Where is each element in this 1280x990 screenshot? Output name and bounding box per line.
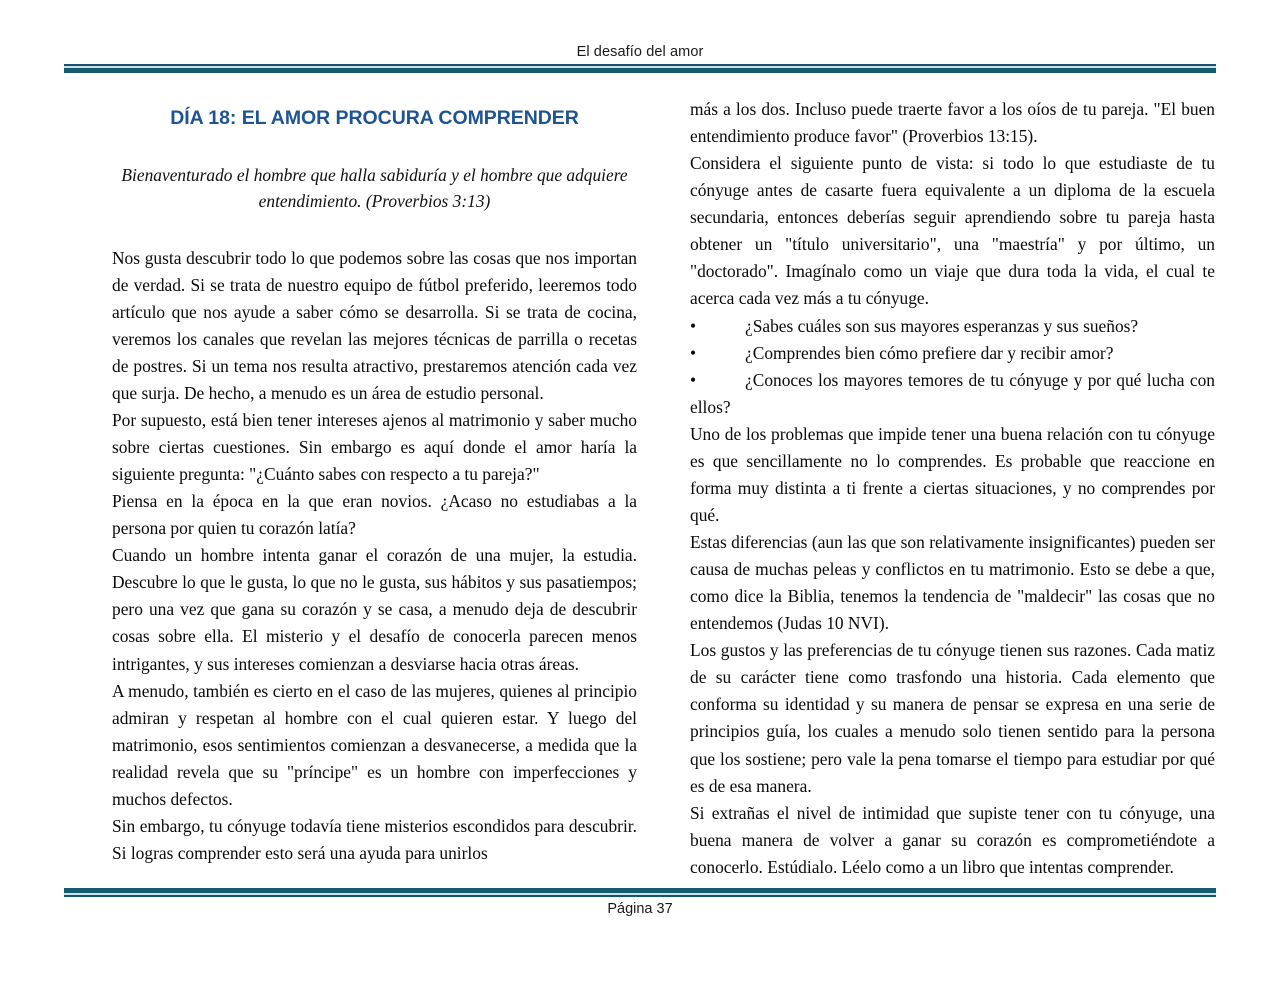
header-rule — [64, 64, 1216, 74]
paragraph: Si extrañas el nivel de intimidad que supiste tener con tu cónyuge, una buena manera de volver a ganar su corazón es comprometiéndote a conocerlo. Estúdialo. Léelo como a un libro que intentas comprender. — [690, 802, 1215, 877]
paragraph: Estas diferencias (aun las que son relativamente insignificantes) pueden ser causa de muchas peleas y conflictos en tu matrimonio. Esto se debe a que, como dice la Biblia, tenemos la tendencia de "maldecir" las cosas que no entendemos (Judas 10 NVI). — [690, 532, 1215, 634]
left-column — [112, 96, 637, 876]
paragraph: Piensa en la época en la que eran novios. ¿Acaso no estudiabas a la persona por quien tu corazón latía? — [112, 491, 637, 539]
page-columns — [0, 96, 1280, 876]
list-item-label: ¿Conoces los mayores temores de tu cónyuge y por qué lucha con ellos? — [690, 369, 1215, 417]
paragraph-continuation: más a los dos. Incluso puede traerte favor a los oíos de tu pareja. "El buen entendimiento produce favor" (Proverbios 13:15). — [690, 99, 1215, 147]
paragraph: Nos gusta descubrir todo lo que podemos sobre las cosas que nos importan de verdad. Si se trata de nuestro equipo de fútbol preferido, leeremos todo artículo que nos ayude a saber cómo se desarrolla. Si se trata de cocina, veremos los canales que revelan las mejores técnicas de parrilla o recetas de postres. Si un tema nos resulta atractivo, prestaremos atención cada vez que surja. De hecho, a menudo es un área de estudio personal. — [112, 247, 637, 403]
page-title: DÍA 18: EL AMOR PROCURA COMPRENDER — [170, 107, 579, 129]
paragraph: Uno de los problemas que impide tener una buena relación con tu cónyuge es que sencillamente no lo comprendes. Es probable que reaccione en forma muy distinta a ti frente a ciertas situaciones, y no comprendes por qué. — [690, 423, 1215, 525]
list-item — [690, 340, 1215, 367]
list-item — [690, 313, 1215, 340]
list-item-label: ¿Comprendes bien cómo prefiere dar y recibir amor? — [745, 342, 1114, 363]
paragraph: Por supuesto, está bien tener intereses ajenos al matrimonio y saber mucho sobre ciertas cuestiones. Sin embargo es aquí donde el amor haría la siguiente pregunta: "¿Cuánto sabes con respecto a tu pareja?" — [112, 409, 637, 485]
header-rule-thick-bar — [64, 68, 1216, 73]
page-number: Página 37 — [607, 901, 673, 917]
paragraph: Los gustos y las preferencias de tu cónyuge tienen sus razones. Cada matiz de su carácter tiene como trasfondo una historia. Cada elemento que conforma su identidad y su manera de pensar se expresa en una serie de principios guía, los cuales a menudo solo tienen sentido para la persona que los sostiene; pero vale la pena tomarse el tiempo para estudiar por qué es de esa manera. — [690, 640, 1215, 796]
bullet-icon: • — [690, 315, 697, 336]
bullet-icon: • — [690, 369, 697, 390]
list-item — [690, 367, 1215, 421]
bullet-icon: • — [690, 342, 697, 363]
question-bullet-list — [690, 313, 1215, 421]
running-header: El desafío del amor — [576, 44, 704, 60]
paragraph: Considera el siguiente punto de vista: si todo lo que estudiaste de tu cónyuge antes de casarte fuera equivalente a un diploma de la escuela secundaria, entonces deberías seguir aprendiendo sobre tu pareja hasta obtener un "título universitario", una "maestría" y por último, un "doctorado". Imagínalo como un viaje que dura toda la vida, el cual te acerca cada vez más a tu cónyuge. — [690, 153, 1215, 309]
footer-rule-thin-line — [64, 895, 1216, 897]
right-column — [690, 96, 1215, 876]
footer-rule — [64, 888, 1216, 898]
paragraph: A menudo, también es cierto en el caso de las mujeres, quienes al principio admiran y respetan al hombre con el cual quieren estar. Y luego del matrimonio, esos sentimientos comienzan a desvanecerse, a medida que la realidad revela que su "príncipe" es un hombre con imperfecciones y muchos defectos. — [112, 680, 637, 809]
paragraph: Cuando un hombre intenta ganar el corazón de una mujer, la estudia. Descubre lo que le gusta, lo que no le gusta, sus hábitos y sus pasatiempos; pero una vez que gana su corazón y se casa, a menudo deja de descubrir cosas sobre ella. El misterio y el desafío de conocerla parecen menos intrigantes, y sus intereses comienzan a desviarse hacia otras áreas. — [112, 545, 637, 674]
paragraph: Sin embargo, tu cónyuge todavía tiene misterios escondidos para descubrir. Si logras comprender esto será una ayuda para unirlos — [112, 815, 637, 863]
scripture-epigraph: Bienaventurado el hombre que halla sabiduría y el hombre que adquiere entendimiento. (Proverbios 3:13) — [121, 165, 628, 212]
list-item-label: ¿Sabes cuáles son sus mayores esperanzas y sus sueños? — [745, 315, 1139, 336]
